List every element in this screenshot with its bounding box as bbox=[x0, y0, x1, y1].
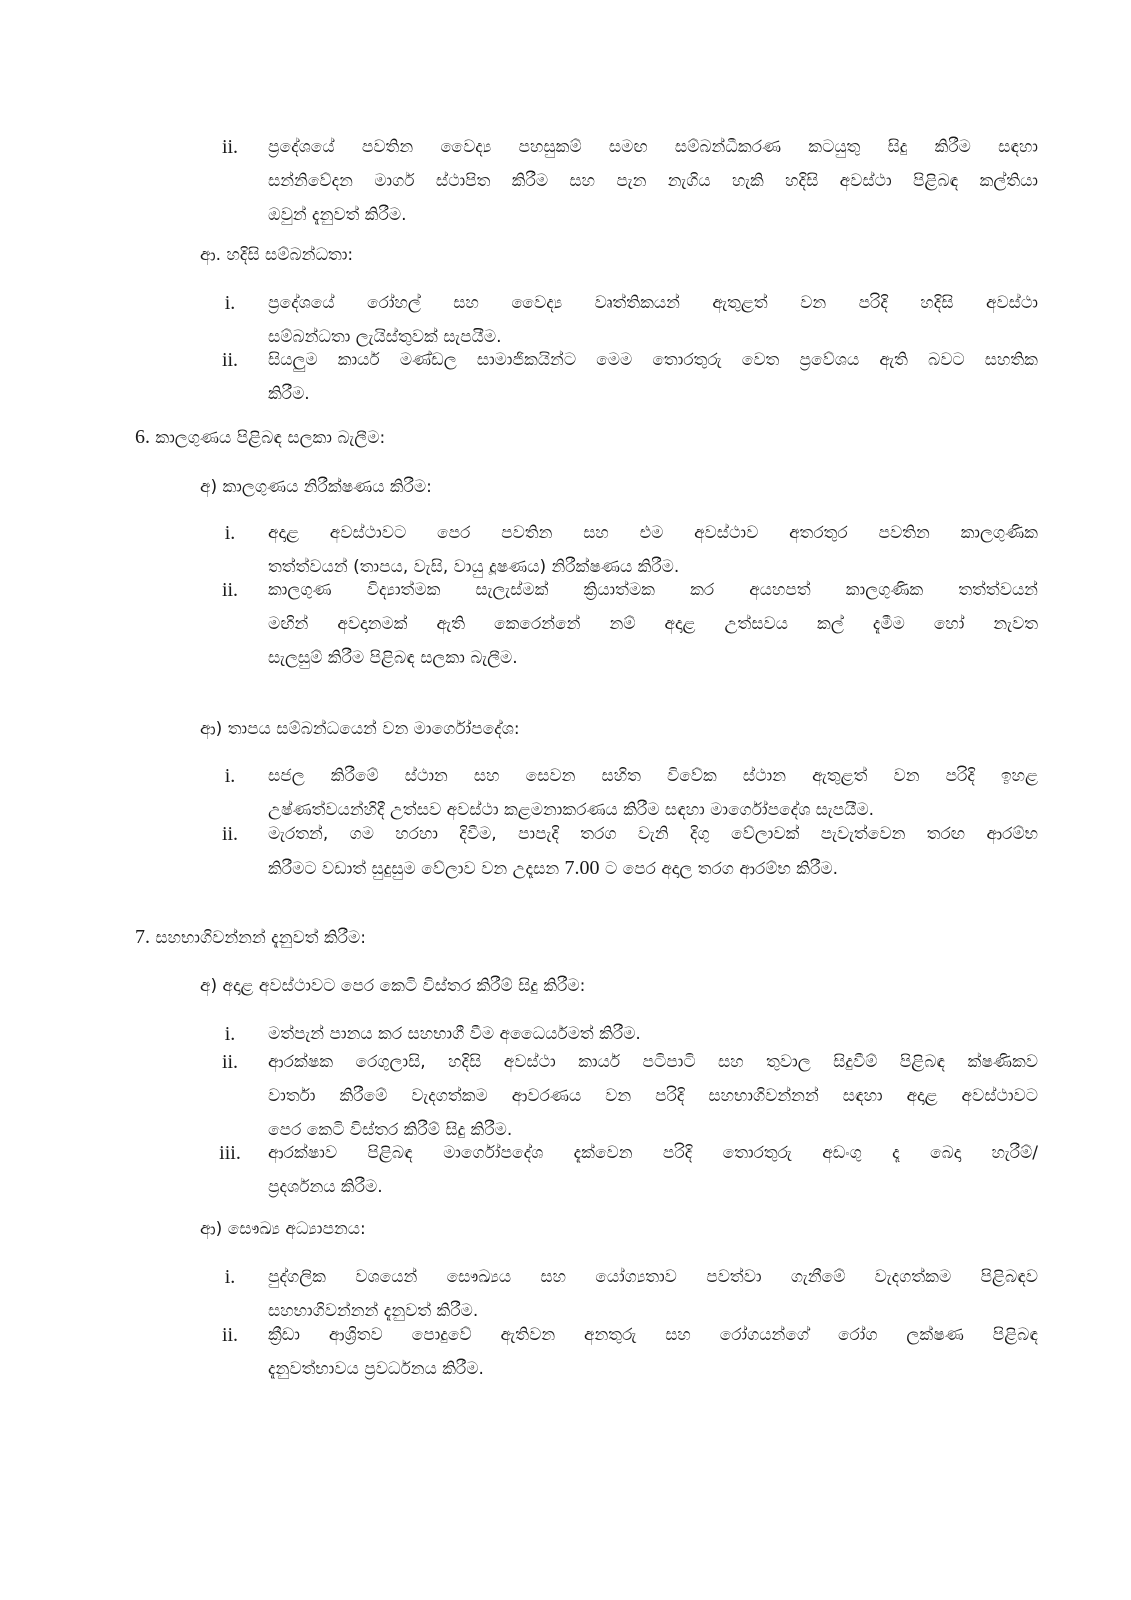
time-value: 7.00 bbox=[564, 857, 600, 879]
section-title: කාලගුණය පිළිබඳ සලකා බැලීම: bbox=[155, 428, 386, 448]
list-item-text: කාලගුණ විද්‍යාත්මක සැලැස්මක් ක්‍රියාත්මක කර අයහපත් කාලගුණික තත්ත්වයන් මඟින් අවදානමක් ඇති කෙරෙන්නේ නම් අදාළ උත්සවය කල් දැමීම හෝ නැවත සැලසුම් කිරීම පිළිබඳ සලකා බැලීම. bbox=[268, 580, 1038, 668]
list-number: ii. bbox=[221, 136, 239, 158]
subsection-heading: ආ) සෞඛ්‍ය අධ්‍යාපනය: bbox=[200, 1219, 366, 1239]
subsection-heading: ආ. හදිසි සම්බන්ධතා: bbox=[200, 245, 354, 265]
list-item-text: සජල කිරීමේ ස්ථාන සහ සෙවන සහිත විවේක ස්ථාන ඇතුළත් වන පරිදි ඉහළ උෂ්ණත්වයන්හිදී උත්සව අවස්ථා කළමනාකරණය කිරීම සඳහා මාර්ගෝපදේශ සැපයීම. bbox=[268, 766, 1038, 820]
list-number: ii. bbox=[221, 1051, 239, 1073]
list-number: ii. bbox=[221, 349, 239, 371]
list-item-text: ආරක්ෂක රෙගුලාසි, හදිසි අවස්ථා කාර්ය පටිපාටි සහ තුවාල සිදුවීම් පිළිබඳ ක්ෂණිකව වාර්තා කිරීමේ වැදගත්කම ආවරණය වන පරිදි සහභාගිවන්නන් සඳහා අදාළ අවස්ථාවට පෙර කෙටි විස්තර කිරීම් සිදු කිරීම. bbox=[268, 1052, 1038, 1140]
section-heading bbox=[135, 420, 385, 455]
section-title: සහභාගිවන්නන් දැනුවත් කිරීම: bbox=[155, 928, 366, 948]
list-number: i. bbox=[224, 765, 236, 787]
subsection-heading: අ) කාලගුණය නිරීක්ෂණය කිරීම: bbox=[200, 477, 432, 497]
list-item-text: ආරක්ෂාව පිළිබඳ මාර්ගෝපදේශ දැක්වෙන පරිදි තොරතුරු අඩංගු දෑ බෙදා හැරීම්/ ප්‍රදර්ශනය කිරීම. bbox=[268, 1143, 1038, 1197]
list-item-text: මැරතන්, ගම හරහා දිවීම, පාපැදි තරග වැනි දිගු වේලාවක් පැවැත්වෙන තරඟ ආරම්භ කිරීමට වඩාත් සුදුසුම වේලාව වන උදෑසන 7.00 ට පෙර අදාල තරග ආරම්භ කිරීම. bbox=[268, 824, 1038, 879]
section-number: 7. bbox=[135, 926, 150, 948]
list-number: i. bbox=[224, 1023, 236, 1045]
list-item-text: පුද්ගලික වශයෙන් සෞඛ්‍යය සහ යෝග්‍යතාව පවත්වා ගැනීමේ වැදගත්කම පිළිබඳව සහභාගිවන්නන් දැනුවත් කිරීම. bbox=[268, 1267, 1038, 1321]
list-number: iii. bbox=[219, 1142, 241, 1164]
subsection-heading: ආ) තාපය සම්බන්ධයෙන් වන මාර්ගෝපදේශ: bbox=[200, 719, 520, 739]
list-number: i. bbox=[224, 292, 236, 314]
list-item-text: ප්‍රදේශයේ පවතින වෛද්‍ය පහසුකම් සමඟ සම්බන්ධීකරණ කටයුතු සිදු කිරීම සඳහා සන්නිවේදන මාර්ග ස්ථාපිත කිරීම සහ පැන නැගිය හැකි හදිසි අවස්ථා පිළිබඳ කල්තියා ඔවුන් දැනුවත් කිරීම. bbox=[268, 137, 1038, 225]
list-item-text: මත්පැන් පානය කර සහභාගී වීම අධෛර්යමත් කිරීම. bbox=[268, 1024, 641, 1044]
list-item-text: ප්‍රදේශයේ රෝහල් සහ වෛද්‍ය වෘත්තිකයන් ඇතුළත් වන පරිදි හදිසි අවස්ථා සම්බන්ධතා ලැයිස්තුවක් සැපයීම. bbox=[268, 293, 1038, 347]
list-number: i. bbox=[224, 1266, 236, 1288]
list-item-text: සියලුම කාර්ය මණ්ඩල සාමාජිකයින්ට මෙම තොරතුරු වෙත ප්‍රවේශය ඇති බවට සහතික කිරීම. bbox=[268, 350, 1038, 404]
list-number: ii. bbox=[221, 579, 239, 601]
subsection-heading: අ) අදාළ අවස්ථාවට පෙර කෙටි විස්තර කිරීම් සිදු කිරීම: bbox=[200, 976, 586, 996]
list-item-text: ක්‍රීඩා ආශ්‍රිතව පොදුවේ ඇතිවන අනතුරු සහ රෝගයන්ගේ රෝග ලක්ෂණ පිළිබඳ දැනුවත්භාවය ප්‍රවර්ධනය කිරීම. bbox=[268, 1325, 1038, 1379]
list-number: ii. bbox=[221, 1324, 239, 1346]
list-number: ii. bbox=[221, 823, 239, 845]
list-item-text: අදාළ අවස්ථාවට පෙර පවතින සහ එම අවස්ථාව අතරතුර පවතින කාලගුණික තත්ත්වයන් (තාපය, වැසි, වායු දූෂණය) නිරීක්ෂණය කිරීම. bbox=[268, 523, 1038, 577]
section-heading bbox=[135, 920, 366, 955]
list-number: i. bbox=[224, 522, 236, 544]
section-number: 6. bbox=[135, 426, 150, 448]
